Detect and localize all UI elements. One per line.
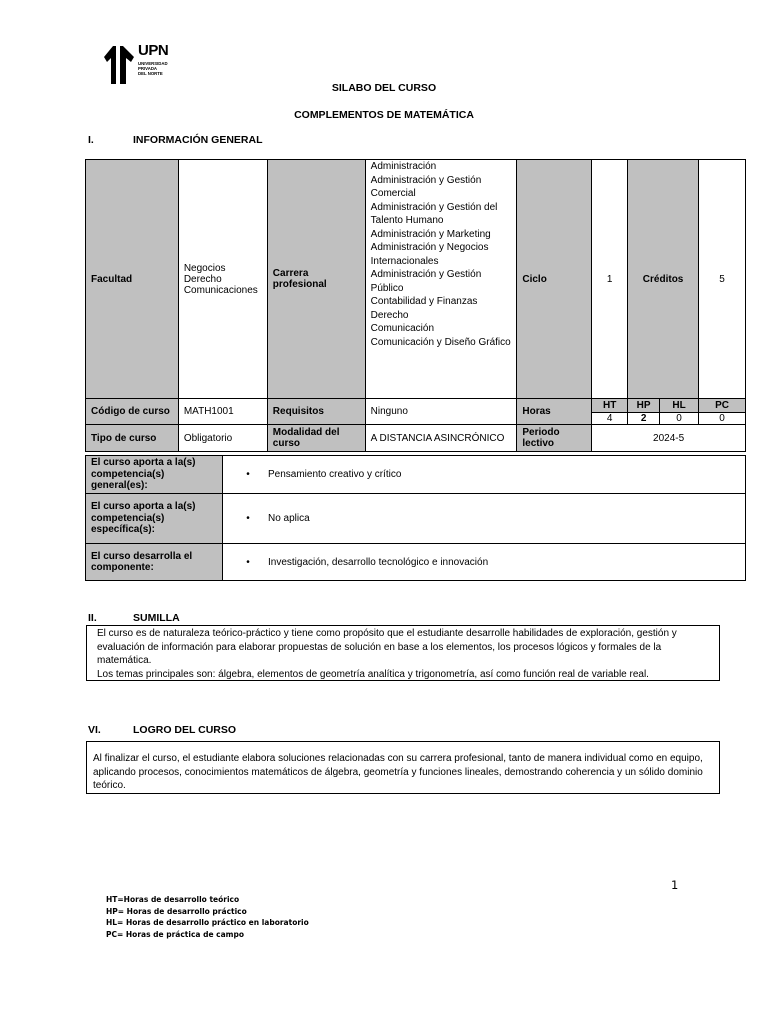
periodo-value: 2024-5	[592, 425, 746, 452]
carrera-item: Administración	[370, 161, 437, 172]
facultad-label: Facultad	[86, 160, 179, 399]
facultad-item: Derecho	[183, 273, 222, 285]
requisitos-label: Requisitos	[267, 399, 365, 425]
carrera-item: Derecho	[370, 309, 409, 321]
logo-subtitle: UNIVERSIDAD PRIVADA DEL NORTE	[138, 61, 168, 76]
page-number: 1	[671, 878, 679, 892]
carrera-item: Administración y Gestión del Talento Humano	[370, 201, 498, 226]
creditos-label: Créditos	[628, 160, 699, 399]
horas-label: Horas	[517, 399, 592, 425]
upn-logo-icon	[104, 44, 136, 84]
footnote-hp: HP= Horas de desarrollo práctico	[106, 906, 247, 916]
modalidad-label: Modalidad del curso	[267, 425, 365, 452]
requisitos-value: Ninguno	[365, 399, 517, 425]
horas-header-ht: HT	[592, 399, 628, 413]
horas-header-hp: HP	[628, 399, 660, 413]
section-6-number: VI.	[88, 724, 101, 736]
horas-value-pc: 0	[699, 413, 746, 425]
periodo-label: Periodo lectivo	[517, 425, 592, 452]
carrera-item: Comunicación y Diseño Gráfico	[370, 336, 511, 348]
logo-name: UPN	[138, 42, 169, 59]
section-1-title: INFORMACIÓN GENERAL	[133, 134, 263, 146]
footnote-pc: PC= Horas de práctica de campo	[106, 929, 244, 939]
carrera-item: Comunicación	[370, 323, 435, 334]
componente-text: Investigación, desarrollo tecnológico e innovación	[268, 556, 489, 568]
carrera-label: Carrera profesional	[267, 160, 365, 399]
tipo-label: Tipo de curso	[86, 425, 179, 452]
competencia-especifica-value: • No aplica	[223, 494, 746, 544]
logro-text: Al finalizar el curso, el estudiante elabora soluciones relacionadas con su carrera profesional, tanto de manera individual como en equipo, aplicando procesos, conocimientos matemáticos de álgebra, geometría y funciones lineales, demostrando coherencia y un sólido dominio teórico.	[93, 753, 703, 791]
sumilla-paragraph-1: El curso es de naturaleza teórico-práctico y tiene como propósito que el estudiante desarrolle habilidades de exploración, gestión y evaluación de información para elaborar propuestas de solución en base a los elementos, los procesos lógicos y formales de la matemática.	[97, 628, 677, 666]
competencia-general-value: • Pensamiento creativo y crítico	[223, 456, 746, 494]
carrera-item: Administración y Marketing	[370, 228, 491, 240]
competencias-table	[85, 455, 746, 581]
facultad-item: Comunicaciones	[183, 284, 258, 296]
modalidad-value: A DISTANCIA ASINCRÓNICO	[365, 425, 517, 452]
section-2-title: SUMILLA	[133, 612, 180, 624]
horas-header-pc: PC	[699, 399, 746, 413]
sumilla-paragraph-2: Los temas principales son: álgebra, elementos de geometría analítica y trigonometría, así como función real de variable real.	[97, 668, 649, 680]
codigo-value: MATH1001	[178, 399, 267, 425]
carrera-item: Administración y Gestión Comercial	[370, 174, 482, 199]
carrera-item: Administración y Gestión Público	[370, 269, 482, 294]
tipo-value: Obligatorio	[178, 425, 267, 452]
competencia-general-label: El curso aporta a la(s) competencia(s) general(es):	[86, 456, 223, 494]
course-title: COMPLEMENTOS DE MATEMÁTICA	[294, 109, 474, 121]
info-table	[85, 159, 746, 452]
footnotes	[106, 894, 309, 940]
horas-value-hp: 2	[628, 413, 660, 425]
carrera-list	[365, 160, 517, 399]
footnote-hl: HL= Horas de desarrollo práctico en laboratorio	[106, 918, 309, 927]
horas-value-hl: 0	[660, 413, 699, 425]
footnote-ht: HT=Horas de desarrollo teórico	[106, 895, 240, 904]
facultad-item: Negocios	[183, 262, 226, 274]
creditos-value: 5	[699, 160, 746, 399]
logro-box	[86, 741, 720, 794]
competencia-general-text: Pensamiento creativo y crítico	[268, 469, 402, 480]
codigo-label: Código de curso	[86, 399, 179, 425]
carrera-item: Contabilidad y Finanzas	[370, 296, 478, 307]
sumilla-box	[86, 625, 720, 681]
section-1-number: I.	[88, 134, 94, 146]
ciclo-value: 1	[592, 160, 628, 399]
horas-header-hl: HL	[660, 399, 699, 413]
facultad-value	[178, 160, 267, 399]
section-6-title: LOGRO DEL CURSO	[133, 724, 237, 736]
horas-value-ht: 4	[592, 413, 628, 425]
section-2-number: II.	[88, 612, 97, 624]
carrera-item: Administración y Negocios Internacionales	[370, 242, 489, 267]
componente-label: El curso desarrolla el componente:	[86, 544, 223, 581]
componente-value: • Investigación, desarrollo tecnológico e innovación	[223, 544, 746, 581]
ciclo-label: Ciclo	[517, 160, 592, 399]
competencia-especifica-text: No aplica	[268, 513, 310, 524]
document-title: SILABO DEL CURSO	[331, 82, 437, 94]
competencia-especifica-label: El curso aporta a la(s) competencia(s) específica(s):	[86, 494, 223, 544]
